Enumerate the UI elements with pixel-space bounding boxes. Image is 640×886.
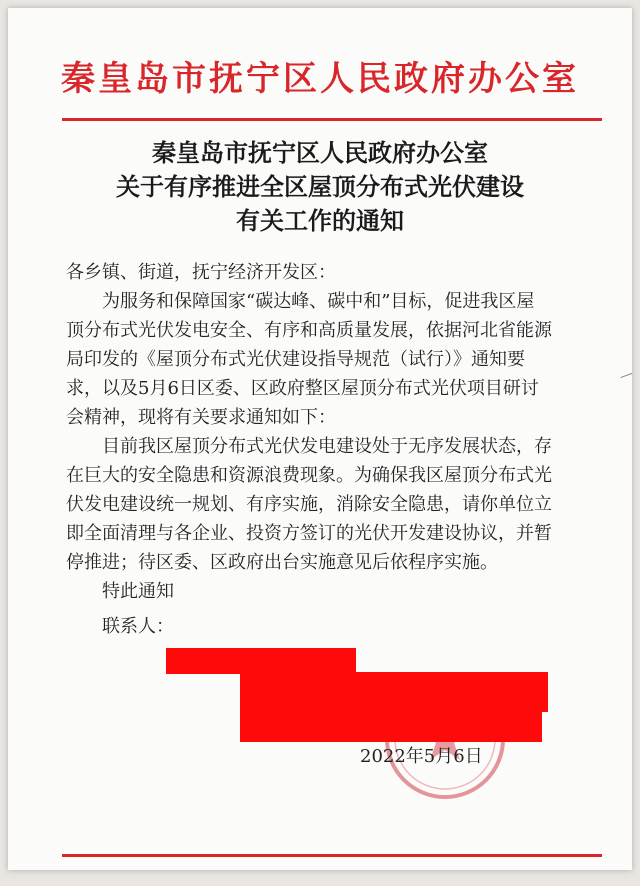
paragraph-1-line: 求，以及5月6日区委、区政府整区屋顶分布式光伏项目研讨 bbox=[66, 378, 539, 399]
paragraph-1-line: 会精神，现将有关要求通知如下： bbox=[66, 407, 336, 428]
paragraph-1 bbox=[66, 287, 572, 432]
redaction-block bbox=[166, 648, 356, 674]
title-line-2: 关于有序推进全区屋顶分布式光伏建设 bbox=[116, 173, 524, 201]
document-date: 2022年5月6日 bbox=[360, 746, 483, 767]
redaction-block bbox=[240, 708, 542, 742]
title-line-3: 有关工作的通知 bbox=[236, 207, 404, 235]
document-page bbox=[8, 8, 632, 870]
redaction-block bbox=[240, 672, 548, 712]
header-red-line bbox=[62, 118, 602, 121]
paragraph-1-line: 局印发的《屋顶分布式光伏建设指导规范（试行）》通知要 bbox=[66, 349, 525, 370]
paragraph-2-line: 停推进；待区委、区政府出台实施意见后依程序实施。 bbox=[66, 552, 498, 573]
paragraph-2-line: 伏发电建设统一规划、有序实施，消除安全隐患，请你单位立 bbox=[66, 494, 552, 515]
notice-body bbox=[66, 258, 572, 641]
paragraph-2-line: 在巨大的安全隐患和资源浪费现象。为确保我区屋顶分布式光 bbox=[66, 465, 552, 486]
paragraph-2 bbox=[66, 432, 572, 577]
title-line-1: 秦皇岛市抚宁区人民政府办公室 bbox=[152, 139, 488, 167]
closing-text: 特此通知 bbox=[102, 581, 174, 602]
footer-red-line bbox=[62, 854, 602, 857]
paragraph-1-line: 顶分布式光伏发电安全、有序和高质量发展，依据河北省能源 bbox=[66, 320, 552, 341]
recipients: 各乡镇、街道，抚宁经济开发区： bbox=[66, 262, 336, 283]
pen-mark bbox=[620, 371, 632, 378]
office-header: 秦皇岛市抚宁区人民政府办公室 bbox=[61, 59, 579, 99]
paragraph-1-line: 为服务和保障国家“碳达峰、碳中和”目标，促进我区屋 bbox=[102, 291, 535, 312]
paragraph-2-line: 目前我区屋顶分布式光伏发电建设处于无序发展状态，存 bbox=[102, 436, 552, 457]
contact-label: 联系人： bbox=[102, 616, 174, 637]
paragraph-2-line: 即全面清理与各企业、投资方签订的光伏开发建设协议，并暂 bbox=[66, 523, 552, 544]
